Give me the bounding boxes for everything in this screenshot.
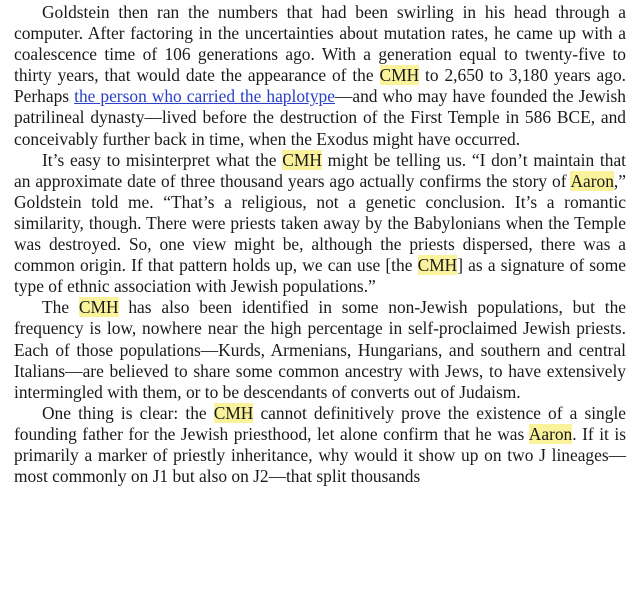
text-run: cannot definitively prove the existence of a single founding father for the Jewish priesthood, let alone confirm that he was (14, 402, 627, 444)
highlight-aaron: Aaron (570, 170, 614, 191)
text-run: to 2,650 to 3,180 years ago. Perhaps (14, 65, 626, 107)
paragraph-1 (14, 2, 626, 150)
text-run: It’s easy to misinterpret what the (42, 149, 283, 170)
highlight-cmh: CMH (417, 255, 458, 276)
highlight-cmh: CMH (213, 402, 254, 423)
highlight-cmh: CMH (78, 297, 119, 318)
text-run: has also been identified in some non-Jewish populations, but the frequency is low, nowhere near the high percentage in self-proclaimed Jewish priests. Each of those populations—Kurds, Armenians, Hungarians, and southern and central Italians—are believed to share some common ancestry with Jews, to have extensively intermingled with them, or to be descendants of converts out of Judaism. (14, 297, 626, 402)
paragraph-3 (14, 297, 626, 402)
text-run: ,” Goldstein told me. “That’s a religious, not a genetic conclusion. It’s a romantic similarity, though. There were priests taken away by the Babylonians when the Temple was destroyed. So, one view might be, although the priests dispersed, there was a common origin. If that pattern holds up, we can use [the (14, 170, 626, 276)
text-run: . If it is primarily a marker of priestly inheritance, why would it show up on two J lineages—most commonly on J1 but also on J2—that split thousands (14, 423, 626, 487)
text-run: One thing is clear: the (42, 402, 214, 423)
text-run: Goldstein then ran the numbers that had been swirling in his head through a computer. After factoring in the uncertainties about mutation rates, he came up with a coalescence time of 106 generations ago. With a generation equal to twenty-five to thirty years, that would date the appearance of the (14, 2, 626, 86)
paragraph-4 (14, 403, 626, 487)
text-run: ] as a signature of some type of ethnic association with Jewish populations.” (14, 255, 626, 297)
body-text (14, 2, 626, 487)
highlight-cmh: CMH (379, 65, 420, 86)
highlight-cmh: CMH (282, 149, 322, 170)
text-run: might be telling us. “I don’t maintain that an approximate date of three thousand years ago actually confirms the story of (14, 149, 626, 191)
text-run: The (42, 297, 79, 318)
paragraph-2 (14, 150, 626, 298)
text-run: —and who may have founded the Jewish patrilineal dynasty—lived before the destruction of the First Temple in 586 BCE, and conceivably further back in time, when the Exodus might have occurred. (14, 86, 626, 149)
highlight-aaron: Aaron (528, 423, 573, 444)
haplotype-link[interactable]: the person who carried the haplotype (74, 86, 335, 107)
